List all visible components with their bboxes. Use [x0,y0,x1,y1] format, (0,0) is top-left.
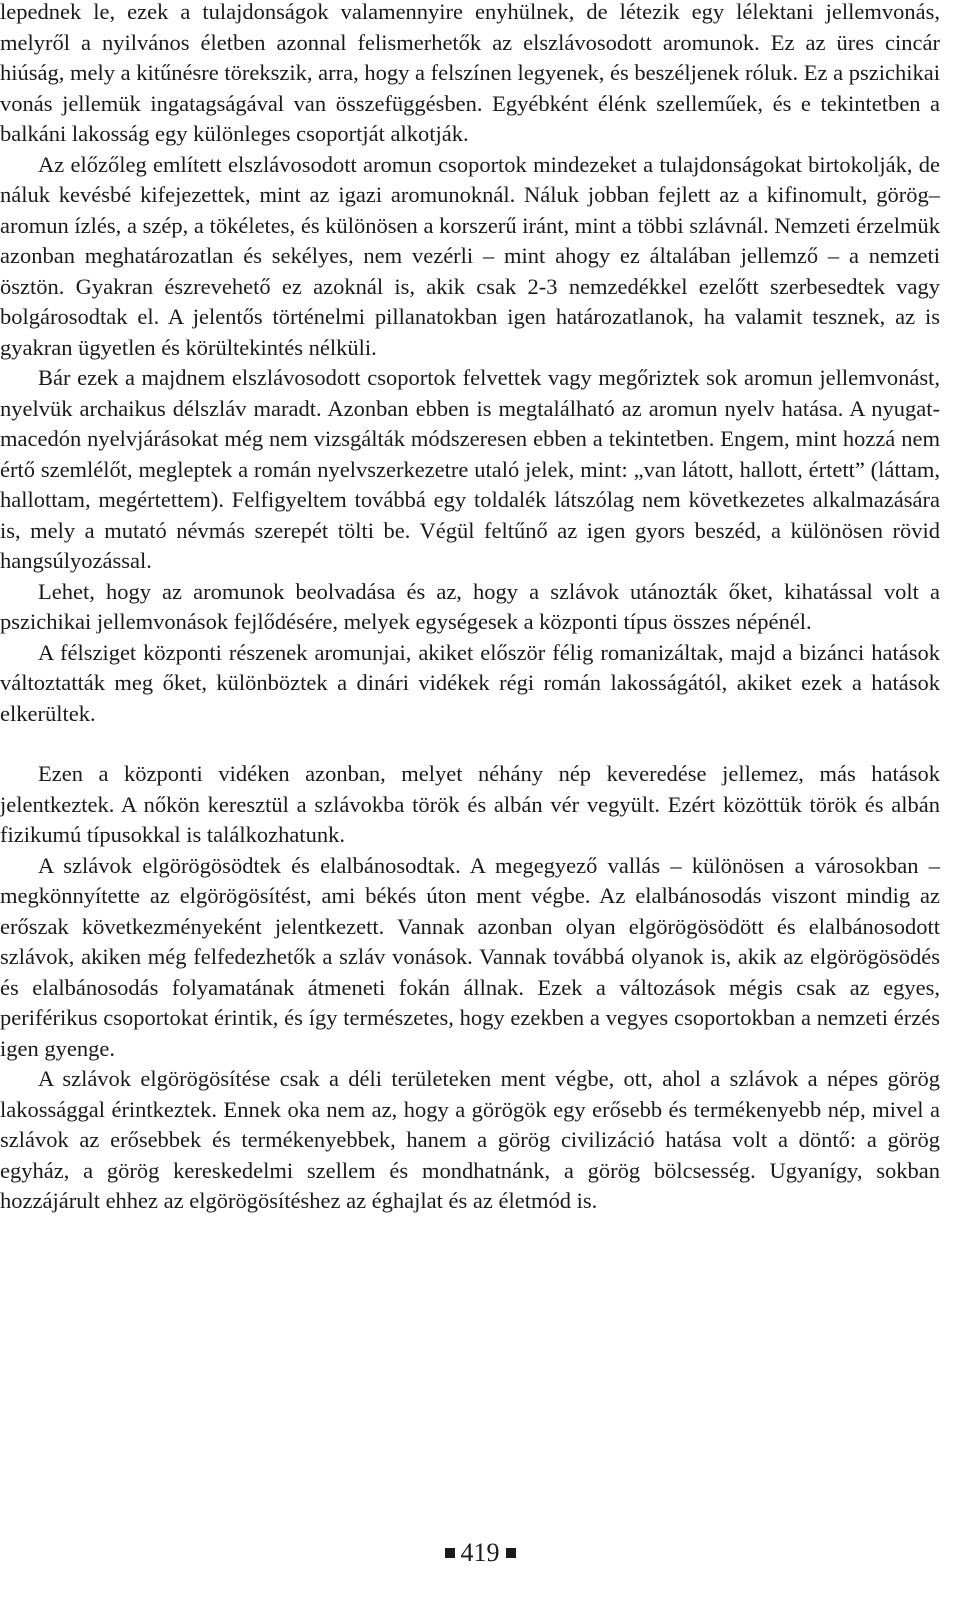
paragraph-continuation: lepednek le, ezek a tulajdonságok valamennyire enyhülnek, de létezik egy lélektani jellemvonás, melyről a nyilvános életben azonnal felismerhetők az elszlávosodott aromunok. Ez az üres cincár hiúság, mely a kitűnésre törekszik, arra, hogy a felszínen legyenek, és beszéljenek róluk. Ez a pszichikai vonás jellemük ingatagságával van összefüggésben. Egyébként élénk szelleműek, és e tekintetben a balkáni lakosság egy különleges csoportját alkotják. [0,0,940,146]
page-number: 419 [460,1538,500,1567]
paragraph: A félsziget központi részenek aromunjai, akiket először félig romanizáltak, majd a bizánci hatások változtatták meg őket, különböztek a dinári vidékek régi román lakosságától, akiket ezek a hatások elkerültek. [0,639,940,726]
square-bullet-icon [506,1548,516,1558]
page-footer [0,1538,960,1568]
paragraph: Ezen a központi vidéken azonban, melyet néhány nép keveredése jellemez, más hatások jelentkeztek. A nőkön keresztül a szlávokba török és albán vér vegyült. Ezért közöttük török és albán fizikumú típusokkal is találkozhatunk. [0,761,940,847]
square-bullet-icon [445,1548,455,1558]
paragraph: Az előzőleg említett elszlávosodott aromun csoportok mindezeket a tulajdonságokat birtokolják, de náluk kevésbé kifejezettek, mint az igazi aromunoknál. Náluk jobban fejlett az a kifinomult, görög–aromun ízlés, a szép, a tökéletes, és különösen a korszerű iránt, mint a többi szlávnál. Nemzeti érzelmük azonban meghatározatlan és sekélyes, nem vezérli – mint ahogy ez általában jellemző – a nemzeti ösztön. Gyakran észrevehető ez azoknál is, akik csak 2-3 nemzedékkel ezelőtt szerbesedtek vagy bolgárosodtak el. A jelentős történelmi pillanatokban igen határozatlanok, ha valamit tesznek, az is gyakran ügyetlen és körültekintés nélküli. [0,151,940,360]
paragraph: A szlávok elgörögösítése csak a déli területeken ment végbe, ott, ahol a szlávok a népes görög lakossággal érintkeztek. Ennek oka nem az, hogy a görögök egy erősebb és termékenyebb nép, mivel a szlávok az erősebbek és termékenyebbek, hanem a görög civilizáció hatása volt a döntő: a görög egyház, a görög kereskedelmi szellem és mondhatnánk, a görög bölcsesség. Ugyanígy, sokban hozzájárult ehhez az elgörögösítéshez az éghajlat és az életmód is. [0,1066,940,1213]
paragraph: A szlávok elgörögösödtek és elalbánosodtak. A megegyező vallás – különösen a városokban – megkönnyítette az elgörögösítést, ami békés úton ment végbe. Az elalbánosodás viszont mindig az erőszak következményeként jelentkezett. Vannak azonban olyan elgörögösödött és elalbánosodott szlávok, akiken még felfedezhetők a szláv vonások. Vannak továbbá olyanok is, akik az elgörögösödés és elalbánosodás folyamatának átmeneti fokán állnak. Ezek a változások mégis csak az egyes, periférikus csoportokat érintik, és így természetes, hogy ezekben a vegyes csoportokban a nemzeti érzés igen gyenge. [0,852,940,1061]
paragraph: Bár ezek a majdnem elszlávosodott csoportok felvettek vagy megőriztek sok aromun jellemvonást, nyelvük archaikus délszláv maradt. Azonban ebben is megtalálható az aromun nyelv hatása. A nyugat-macedón nyelvjárásokat még nem vizsgálták módszeresen ebben a tekintetben. Engem, mint hozzá nem értő szemlélőt, megleptek a román nyelvszerkezetre utaló jelek, mint: „van látott, hallott, értett” (láttam, hallottam, megértettem). Felfigyeltem továbbá egy toldalék látszólag nem következetes alkalmazására is, mely a mutató névmás szerepét tölti be. Végül feltűnő az igen gyors beszéd, a különösen rövid hangsúlyozással. [0,365,940,573]
paragraph: Lehet, hogy az aromunok beolvadása és az, hogy a szlávok utánozták őket, kihatással volt a pszichikai jellemvonások fejlődésére, melyek egységesek a központi típus összes népénél. [0,578,940,634]
